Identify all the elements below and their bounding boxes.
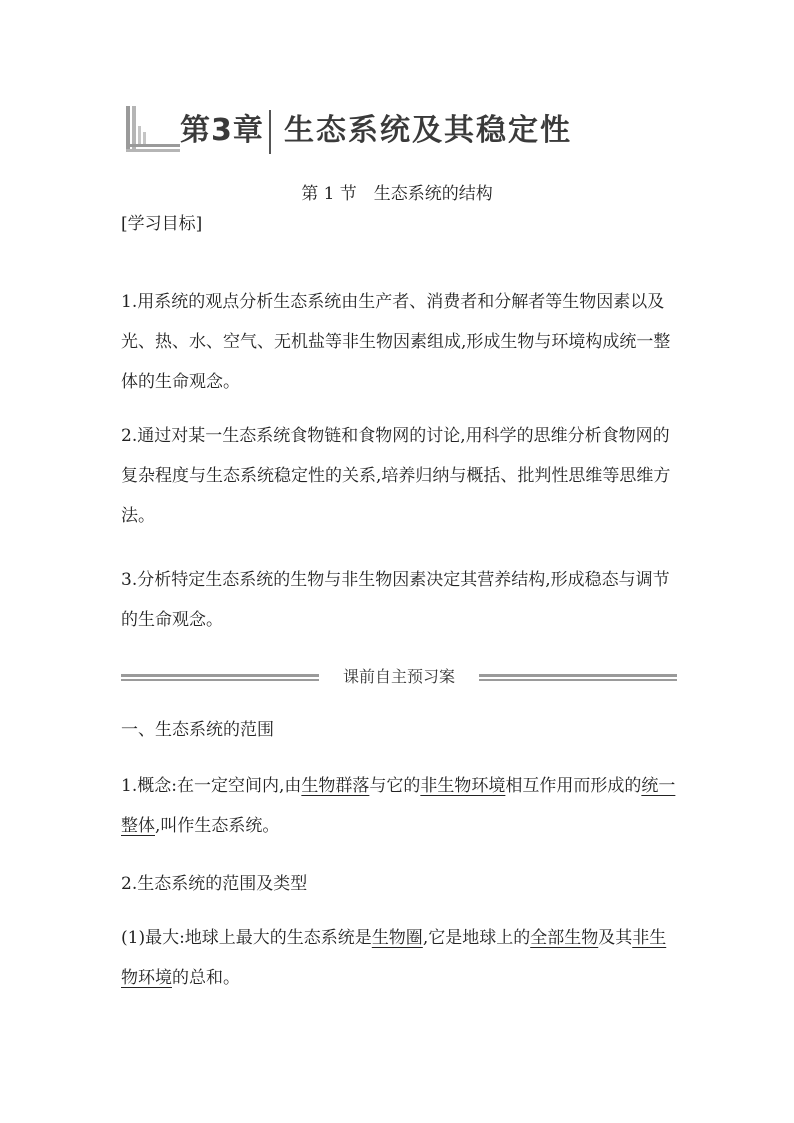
band-rule-right bbox=[479, 674, 677, 681]
chapter-number: 第3章 bbox=[180, 113, 264, 148]
concept-mid1: 与它的 bbox=[369, 776, 421, 796]
objective-2: 2.通过对某一生态系统食物链和食物网的讨论,用科学的思维分析食物网的复杂程度与生态系统稳定性的关系,培养归纳与概括、批判性思维等思维方法。 bbox=[121, 426, 671, 526]
objective-3: 3.分析特定生态系统的生物与非生物因素决定其营养结构,形成稳态与调节的生命观念。 bbox=[121, 570, 670, 630]
concept-term-whole: 统一整体 bbox=[121, 776, 676, 836]
section-band bbox=[121, 664, 677, 690]
concept-prefix: 1.概念:在一定空间内,由 bbox=[121, 776, 302, 796]
largest-term-environment: 非生物环境 bbox=[121, 928, 667, 988]
objective-1: 1.用系统的观点分析生态系统由生产者、消费者和分解者等生物因素以及光、热、水、空气、无机盐等非生物因素组成,形成生物与环境构成统一整体的生命观念。 bbox=[121, 292, 671, 392]
chapter-logo-icon bbox=[124, 104, 180, 154]
concept-term-community: 生物群落 bbox=[301, 776, 370, 796]
largest-paragraph bbox=[121, 918, 681, 998]
section-title: 第 1 节 生态系统的结构 bbox=[301, 184, 493, 204]
largest-suffix: 的总和。 bbox=[172, 968, 240, 988]
objectives-heading: [学习目标] bbox=[121, 214, 203, 234]
largest-prefix: (1)最大:地球上最大的生态系统是 bbox=[121, 928, 372, 948]
chapter-header bbox=[124, 104, 584, 156]
concept-term-environment: 非生物环境 bbox=[420, 776, 506, 796]
band-rule-left bbox=[121, 674, 319, 681]
concept-mid2: 相互作用而形成的 bbox=[505, 776, 642, 796]
largest-term-biosphere: 生物圈 bbox=[371, 928, 423, 948]
chapter-divider bbox=[269, 110, 271, 154]
largest-term-all-organisms: 全部生物 bbox=[530, 928, 599, 948]
concept-suffix: ,叫作生态系统。 bbox=[155, 816, 280, 836]
chapter-title: 生态系统及其稳定性 bbox=[284, 113, 572, 148]
largest-mid2: 及其 bbox=[598, 928, 633, 948]
part1-heading: 一、生态系统的范围 bbox=[121, 720, 274, 740]
item2-heading: 2.生态系统的范围及类型 bbox=[121, 874, 308, 894]
largest-mid1: ,它是地球上的 bbox=[422, 928, 531, 948]
concept-paragraph bbox=[121, 766, 681, 846]
band-label: 课前自主预习案 bbox=[342, 667, 455, 686]
